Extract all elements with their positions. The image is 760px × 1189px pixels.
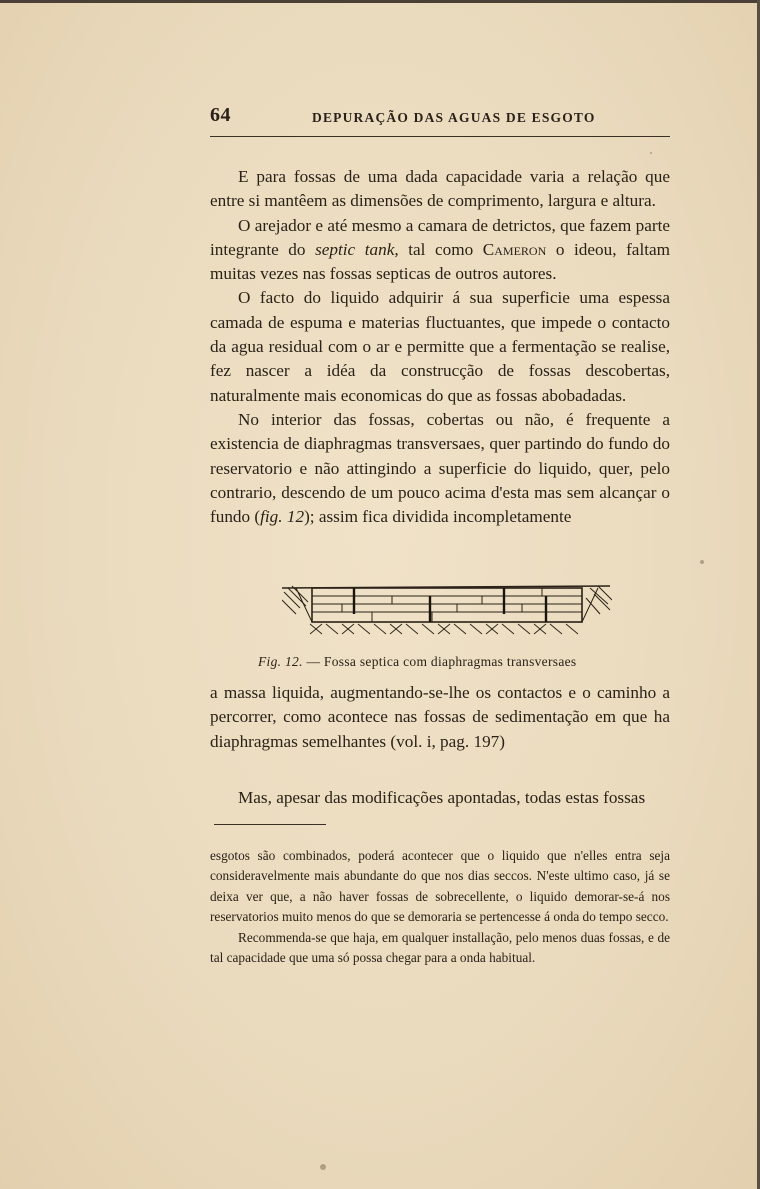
paper-speck — [650, 152, 652, 154]
figure-caption — [258, 654, 658, 670]
paragraph-2 — [210, 214, 670, 287]
septic-tank-term: septic tank, — [315, 239, 399, 259]
figure-label: Fig. 12. — [258, 654, 303, 669]
page-number: 64 — [210, 104, 231, 126]
running-head: DEPURAÇÃO DAS AGUAS DE ESGOTO — [312, 110, 596, 125]
paragraph-4-text-a: No interior das fossas, cobertas ou não, é frequente a existencia de diaphragmas transversaes, quer partindo do fundo do reservatorio e não attingindo a superficie do liquido, quer, pelo contrario, descendo de um pouco acima d'esta mas sem alcançar o fundo ( — [210, 409, 670, 527]
figure-12-septic-tank-diagram — [282, 578, 612, 642]
figure-reference: fig. 12 — [260, 507, 305, 527]
paragraph-2-text-c: o ideou, faltam muitas vezes nas fossas septicas de outros autores. — [210, 239, 670, 284]
paragraph-2-text-b: tal como — [398, 239, 483, 259]
body-text — [210, 165, 670, 529]
paragraph-1: E para fossas de uma dada capacidade varia a relação que entre si mantêem as dimensões de comprimento, largura e altura. — [210, 167, 670, 211]
footnote-rule — [214, 824, 326, 825]
paragraph-6: Mas, apesar das modificações apontadas, todas estas fossas — [238, 788, 646, 807]
body-text-final — [210, 786, 670, 810]
paragraph-4 — [210, 408, 670, 529]
paragraph-5: a massa liquida, augmentando-se-lhe os contactos e o caminho a percorrer, como acontece nas fossas de sedimentação em que ha diaphragmas semelhantes (vol. i, pag. 197) — [210, 683, 670, 751]
footnote-paragraph-2: Recommenda-se que haja, em qualquer installação, pelo menos duas fossas, e de tal capacidade que uma só possa chegar para a onda habitual. — [210, 929, 670, 966]
figure-caption-text: — Fossa septica com diaphragmas transversaes — [302, 654, 577, 669]
body-text-continued — [210, 681, 670, 754]
paper-speck — [700, 560, 704, 564]
paragraph-2-text-a: O arejador e até mesmo a camara de detrictos, que fazem parte integrante do — [210, 215, 670, 259]
paragraph-4-text-b: ); assim fica dividida incompletamente — [304, 507, 572, 527]
paper-speck — [320, 1164, 326, 1170]
paragraph-3: O facto do liquido adquirir á sua superficie uma espessa camada de espuma e materias fluctuantes, que impede o contacto da agua residual com o ar e permitte que a fermentação se realise, fez nascer a idéa da construcção de fossas descobertas, naturalmente mais economicas do que as fossas abobadadas. — [210, 288, 670, 405]
author-name-cameron: Cameron — [482, 239, 547, 259]
footnote — [210, 846, 670, 968]
footnote-paragraph-1: esgotos são combinados, poderá acontecer que o liquido que n'elles entra seja consideravelmente mais abundante do que nos dias seccos. N'este ultimo caso, já se deixa ver que, a não haver fossas de sobrecellente, o liquido demorar-se-á nos reservatorios muito menos do que se demoraria se pertencesse á onda do tempo secco. — [210, 848, 670, 925]
scan-edge-top — [0, 0, 760, 3]
page-header — [210, 104, 670, 134]
header-rule — [210, 136, 670, 137]
